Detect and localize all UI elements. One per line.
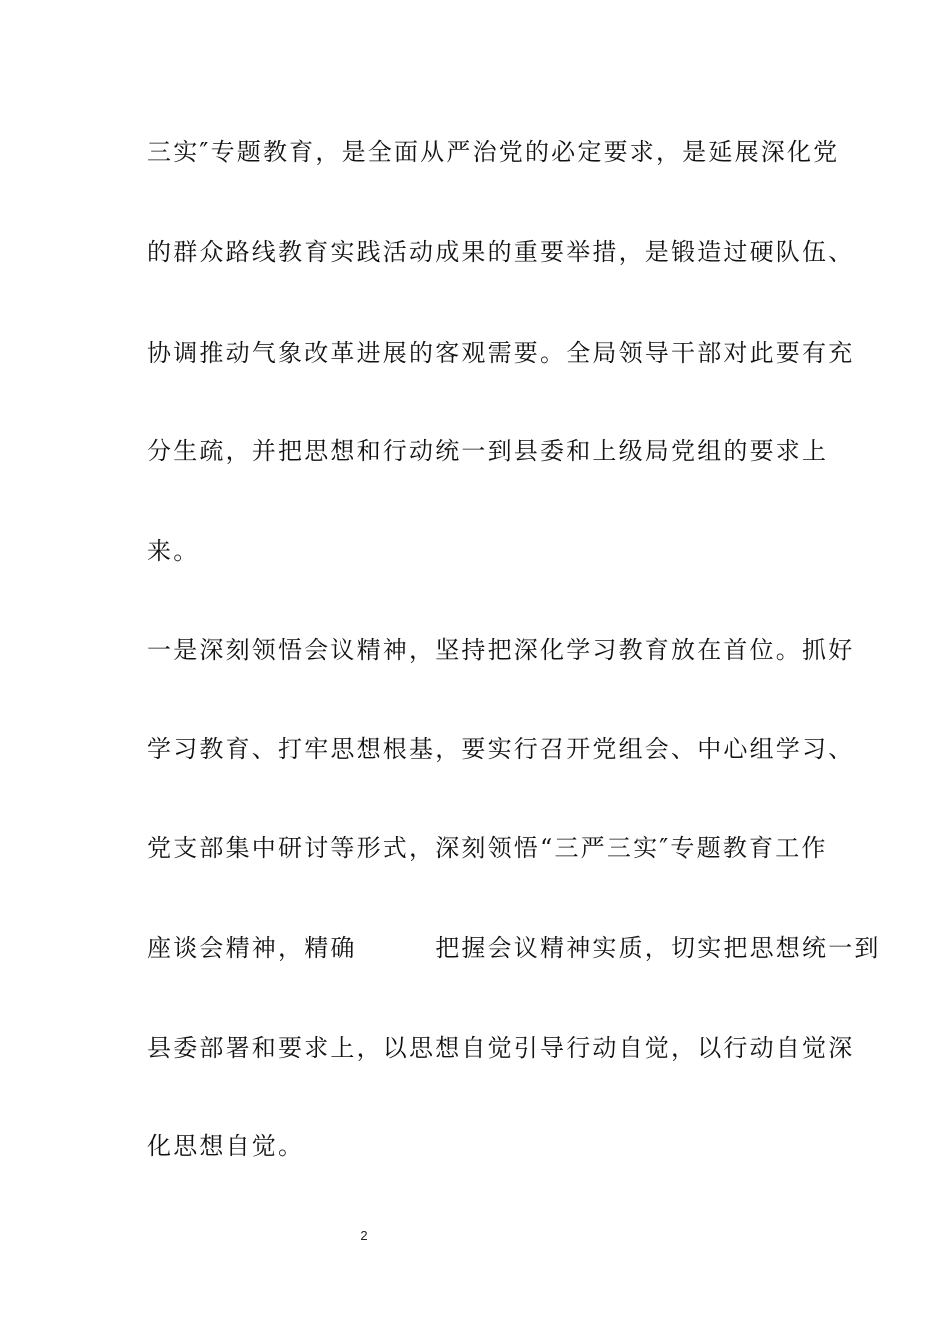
paragraph-line: 协调推动气象改革进展的客观需要。全局领导干部对此要有充 xyxy=(147,339,855,367)
paragraph-line: 座谈会精神，精确 把握会议精神实质，切实把思想统一到 xyxy=(147,934,881,962)
paragraph-line: 一是深刻领悟会议精神，坚持把深化学习教育放在首位。抓好 xyxy=(147,636,855,664)
paragraph-line: 化思想自觉。 xyxy=(147,1132,305,1160)
paragraph-line: 分生疏，并把思想和行动统一到县委和上级局党组的要求上 xyxy=(147,437,829,465)
paragraph-line: 来。 xyxy=(147,537,200,565)
page-number: 2 xyxy=(360,1228,368,1243)
paragraph-line: 县委部署和要求上，以思想自觉引导行动自觉，以行动自觉深 xyxy=(147,1034,855,1062)
paragraph-line: 学习教育、打牢思想根基，要实行召开党组会、中心组学习、 xyxy=(147,735,855,763)
paragraph-line: 的群众路线教育实践活动成果的重要举措，是锻造过硬队伍、 xyxy=(147,238,855,266)
paragraph-line: 三实″专题教育，是全面从严治党的必定要求，是延展深化党 xyxy=(147,138,840,166)
paragraph-line: 党支部集中研讨等形式，深刻领悟“三严三实″专题教育工作 xyxy=(147,834,828,862)
